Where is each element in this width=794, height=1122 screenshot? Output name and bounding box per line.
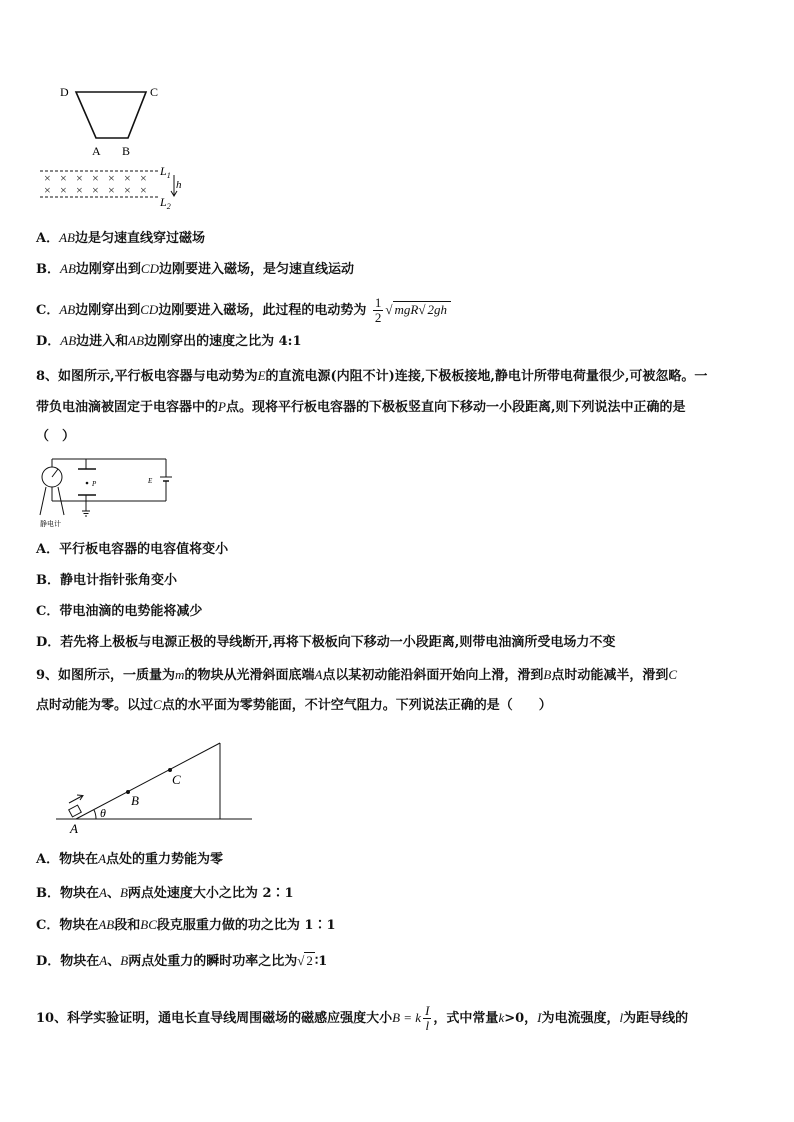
svg-text:×: × bbox=[76, 171, 83, 185]
label-L1: $L_1$ bbox=[160, 164, 171, 180]
svg-text:×: × bbox=[92, 171, 99, 185]
q7-option-d: D．AB边进入和AB边刚穿出的速度之比为 4:1 bbox=[36, 333, 302, 349]
q9-stem-line1: 9、如图所示，一质量为m的物块从光滑斜面底端A点以某初动能沿斜面开始向上滑，滑到B点时动能减半，滑到C bbox=[36, 667, 678, 683]
q9-option-d: D．物块在A、B两点处重力的瞬时功率之比为√ 2 ∶1 bbox=[36, 953, 328, 969]
q8-option-c: C．带电油滴的电势能将减少 bbox=[36, 604, 203, 619]
sqrt-two: √ 2 bbox=[297, 953, 313, 968]
svg-text:×: × bbox=[44, 171, 51, 185]
q8-circuit-figure bbox=[36, 455, 186, 530]
svg-text:×: × bbox=[60, 183, 67, 197]
q9-stem-line2: 点时动能为零。以过C点的水平面为零势能面，不计空气阻力。下列说法正确的是（ ） bbox=[36, 697, 552, 713]
trapezoid-loop bbox=[76, 92, 146, 138]
q7-option-c: C．AB边刚穿出到CD边刚要进入磁场，此过程的电动势为 $\frac{1}{2}$ √ mgR√ 2gh bbox=[36, 296, 451, 325]
svg-text:×: × bbox=[124, 183, 131, 197]
q8-stem-line2: 带负电油滴被固定于电容器中的P点。现将平行板电容器的下极板竖直向下移动一小段距离,则下列说法中正确的是 bbox=[36, 399, 686, 415]
q7-figure bbox=[40, 78, 190, 216]
label-E: E bbox=[148, 477, 153, 485]
q10-stem: 10、科学实验证明，通电长直导线周围磁场的磁感应强度大小B = k $\frac{I}{l}$ ，式中常量k>0，I为电流强度，l为距导线的 bbox=[36, 1003, 689, 1033]
svg-text:×: × bbox=[92, 183, 99, 197]
q8-option-b: B．静电计指针张角变小 bbox=[36, 573, 177, 588]
svg-text:×: × bbox=[140, 183, 147, 197]
label-theta: θ bbox=[100, 806, 106, 820]
point-B bbox=[126, 790, 130, 794]
label-P: P bbox=[92, 480, 97, 488]
q8-answer-paren: （ ） bbox=[36, 429, 76, 444]
svg-text:×: × bbox=[60, 171, 67, 185]
q7-option-b: B．AB边刚穿出到CD边刚要进入磁场，是匀速直线运动 bbox=[36, 261, 354, 277]
q9-incline-figure bbox=[52, 735, 257, 840]
label-C: C bbox=[150, 85, 159, 99]
q8-stem-line1: 8、如图所示,平行板电容器与电动势为E的直流电源(内阻不计)连接,下极板接地,静电计所带电荷量很少,可被忽略。一 bbox=[36, 368, 708, 384]
q8-option-a: A．平行板电容器的电容值将变小 bbox=[36, 542, 229, 557]
svg-text:×: × bbox=[124, 171, 131, 185]
block bbox=[69, 805, 82, 817]
svg-text:×: × bbox=[140, 171, 147, 185]
q9-option-c: C．物块在AB段和BC段克服重力做的功之比为 1∶1 bbox=[36, 917, 336, 933]
oil-drop bbox=[86, 482, 89, 485]
label-A: A bbox=[92, 144, 101, 158]
label-B: B bbox=[122, 144, 131, 158]
q9-option-a: A．物块在A点处的重力势能为零 bbox=[36, 851, 224, 867]
incline-surface bbox=[76, 743, 220, 819]
q7-option-a: A．AB边是匀速直线穿过磁场 bbox=[36, 230, 205, 246]
electroscope-label: 静电计 bbox=[40, 520, 61, 528]
svg-text:×: × bbox=[76, 183, 83, 197]
svg-text:×: × bbox=[108, 171, 115, 185]
fraction-I-over-l: $\frac{I}{l}$ bbox=[425, 1003, 430, 1033]
angle-arc bbox=[94, 810, 96, 819]
fraction-half: $\frac{1}{2}$ bbox=[374, 295, 382, 325]
field-crosses bbox=[44, 171, 147, 197]
sqrt-expression: √ mgR√ 2gh bbox=[385, 301, 451, 317]
label-A: A bbox=[70, 821, 78, 836]
label-D: D bbox=[60, 85, 69, 99]
svg-text:×: × bbox=[44, 183, 51, 197]
q8-option-d: D．若先将上极板与电源正极的导线断开,再将下极板向下移动一小段距离,则带电油滴所受电场力不变 bbox=[36, 635, 616, 650]
svg-text:×: × bbox=[108, 183, 115, 197]
label-B: B bbox=[131, 793, 139, 808]
label-h: h bbox=[176, 179, 182, 191]
label-C: C bbox=[172, 772, 181, 787]
label-L2: $L_2$ bbox=[160, 195, 171, 211]
q9-option-b: B．物块在A、B两点处速度大小之比为 2∶1 bbox=[36, 885, 294, 901]
